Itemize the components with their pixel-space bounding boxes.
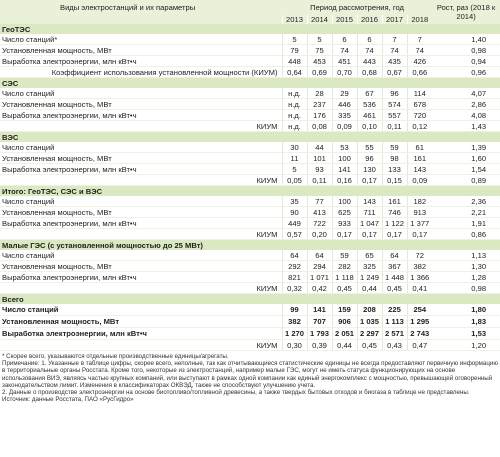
table-notes (0, 351, 500, 403)
note-line: 2. Данные о производстве электроэнергии на основе биотопливо/топливной древесины, а также твердых бытовых отходов и биогаза в таблице не представлены. (2, 389, 470, 397)
value-cell: 1 270 (282, 328, 307, 340)
value-cell: 130 (357, 164, 382, 175)
value-cell: 0,45 (332, 283, 357, 294)
value-cell: 0,68 (357, 67, 382, 78)
value-cell: 143 (407, 164, 432, 175)
growth-cell: 1,28 (432, 272, 500, 283)
value-cell: н.д. (282, 99, 307, 110)
value-cell: 7 (407, 34, 432, 45)
value-cell: 74 (357, 45, 382, 56)
note-line: * Скорее всего, указываются отдельные производственные единицы/агрегаты. (2, 353, 229, 360)
value-cell: 0,45 (357, 340, 382, 351)
row-label: Число станций (0, 142, 282, 153)
row-label: Выработка электроэнергии, млн кВт•ч (0, 218, 282, 229)
value-cell: 0,47 (407, 340, 432, 351)
section-title: ВЭС (0, 132, 500, 143)
row-label: Выработка электроэнергии, млн кВт•ч (0, 164, 282, 175)
value-cell: 0,15 (382, 175, 407, 186)
value-cell: 382 (282, 316, 307, 328)
value-cell: 1 366 (407, 272, 432, 283)
value-cell: 557 (382, 110, 407, 121)
growth-cell: 1,13 (432, 250, 500, 261)
row-label: Установленная мощность, МВт (0, 153, 282, 164)
value-cell: 413 (307, 207, 332, 218)
value-cell: 0,09 (407, 175, 432, 186)
value-cell: 44 (307, 142, 332, 153)
table-row (0, 88, 500, 99)
table-row (0, 207, 500, 218)
section-header-row (0, 294, 500, 305)
value-cell: 0,17 (382, 229, 407, 240)
year-header: 2015 (332, 15, 357, 24)
row-label: Выработка электроэнергии, млн кВт•ч (0, 110, 282, 121)
params-column-header: Виды электростанций и их параметры (0, 0, 282, 24)
value-cell: 0,11 (382, 121, 407, 132)
value-cell: 64 (282, 250, 307, 261)
growth-cell: 0,94 (432, 56, 500, 67)
value-cell: 99 (282, 304, 307, 316)
value-cell: 426 (407, 56, 432, 67)
row-label: Число станций* (0, 34, 282, 45)
value-cell: 0,67 (382, 67, 407, 78)
value-cell: 90 (282, 207, 307, 218)
row-label: Установленная мощность, МВт (0, 261, 282, 272)
value-cell: 335 (332, 110, 357, 121)
row-label: КИУМ (0, 229, 282, 240)
year-header: 2014 (307, 15, 332, 24)
value-cell: 574 (382, 99, 407, 110)
table-row (0, 110, 500, 121)
value-cell: 1 377 (407, 218, 432, 229)
value-cell: 707 (307, 316, 332, 328)
value-cell: 1 113 (382, 316, 407, 328)
value-cell: 143 (357, 196, 382, 207)
value-cell: 933 (332, 218, 357, 229)
period-column-header: Период рассмотрения, год (282, 0, 432, 15)
value-cell: 678 (407, 99, 432, 110)
table-row (0, 340, 500, 351)
value-cell: 0,17 (357, 175, 382, 186)
table-row (0, 34, 500, 45)
table-row (0, 218, 500, 229)
growth-cell: 1,91 (432, 218, 500, 229)
table-row (0, 45, 500, 56)
section-header-row (0, 240, 500, 251)
row-label: Число станций (0, 88, 282, 99)
growth-cell: 1,20 (432, 340, 500, 351)
value-cell: 74 (382, 45, 407, 56)
row-label: Установленная мощность, МВт (0, 207, 282, 218)
row-label: Выработка электроэнергии, млн кВт•ч (0, 56, 282, 67)
value-cell: 0,30 (282, 340, 307, 351)
section-title: Малые ГЭС (с установленной мощностью до 25 МВт) (0, 240, 500, 251)
value-cell: 906 (332, 316, 357, 328)
value-cell: 35 (282, 196, 307, 207)
growth-cell: 0,98 (432, 45, 500, 56)
value-cell: 7 (382, 34, 407, 45)
table-header (0, 0, 500, 24)
value-cell: 59 (382, 142, 407, 153)
growth-cell: 1,39 (432, 142, 500, 153)
value-cell: 448 (282, 56, 307, 67)
section-title: Итого: ГеоТЭС, СЭС и ВЭС (0, 186, 500, 197)
table-row (0, 229, 500, 240)
growth-cell: 0,86 (432, 229, 500, 240)
row-label: КИУМ (0, 175, 282, 186)
value-cell: 0,66 (407, 67, 432, 78)
value-cell: 435 (382, 56, 407, 67)
value-cell: 453 (307, 56, 332, 67)
row-label: Выработка электроэнергии, млн кВт•ч (0, 328, 282, 340)
value-cell: 75 (307, 45, 332, 56)
note-line: Источник: данные Росстата, ПАО «РусГидро» (2, 396, 134, 404)
value-cell: 93 (307, 164, 332, 175)
value-cell: 114 (407, 88, 432, 99)
value-cell: 141 (332, 164, 357, 175)
table-row (0, 142, 500, 153)
value-cell: 292 (282, 261, 307, 272)
year-header: 2013 (282, 15, 307, 24)
value-cell: 0,43 (382, 340, 407, 351)
section-title: СЭС (0, 78, 500, 89)
value-cell: 625 (332, 207, 357, 218)
section-header-row (0, 132, 500, 143)
value-cell: 53 (332, 142, 357, 153)
growth-cell: 1,30 (432, 261, 500, 272)
value-cell: 182 (407, 196, 432, 207)
value-cell: 77 (307, 196, 332, 207)
value-cell: 0,42 (307, 283, 332, 294)
growth-cell: 2,36 (432, 196, 500, 207)
value-cell: 98 (382, 153, 407, 164)
value-cell: 325 (357, 261, 382, 272)
value-cell: 443 (357, 56, 382, 67)
value-cell: 0,05 (282, 175, 307, 186)
value-cell: 101 (307, 153, 332, 164)
row-label: Число станций (0, 250, 282, 261)
value-cell: 2 571 (382, 328, 407, 340)
value-cell: 64 (307, 250, 332, 261)
value-cell: 100 (332, 196, 357, 207)
value-cell: 0,64 (282, 67, 307, 78)
row-label: КИУМ (0, 340, 282, 351)
value-cell: 141 (307, 304, 332, 316)
growth-cell: 2,21 (432, 207, 500, 218)
value-cell: 746 (382, 207, 407, 218)
value-cell: 461 (357, 110, 382, 121)
table-row (0, 99, 500, 110)
value-cell: н.д. (282, 121, 307, 132)
value-cell: 282 (332, 261, 357, 272)
value-cell: 2 297 (357, 328, 382, 340)
value-cell: 0,11 (307, 175, 332, 186)
value-cell: 720 (407, 110, 432, 121)
value-cell: 133 (382, 164, 407, 175)
value-cell: 161 (407, 153, 432, 164)
note-line: Примечание: 1. Указанные в таблице цифры, скорее всего, неполные, так как отчитывающиеся статистические единицы не всегда предоставляют первичную информацию в территориальные органы Росстата. Кроме того, некоторые из электростанций, например малые ГЭС, могут не иметь статуса функционирующих на основе использования ВИЭ, являясь частью крупных компаний, или выступают в рамках одной компании как единый энергокомплекс с мощностью, превышающей оговоренный законодательством лимит. Изменения в классификаторах ОКВЭД, также не способствуют улучшению учета. (2, 360, 498, 389)
value-cell: 100 (332, 153, 357, 164)
value-cell: 0,10 (357, 121, 382, 132)
value-cell: 5 (307, 34, 332, 45)
value-cell: 0,44 (332, 340, 357, 351)
value-cell: 225 (382, 304, 407, 316)
value-cell: 237 (307, 99, 332, 110)
table-row (0, 56, 500, 67)
row-label: Число станций (0, 304, 282, 316)
value-cell: 6 (332, 34, 357, 45)
value-cell: 96 (382, 88, 407, 99)
row-label: Установленная мощность, МВт (0, 99, 282, 110)
value-cell: 1 118 (332, 272, 357, 283)
value-cell: 79 (282, 45, 307, 56)
growth-column-header: Рост, раз (2018 к 2014) (432, 0, 500, 24)
value-cell: 449 (282, 218, 307, 229)
value-cell: 0,09 (332, 121, 357, 132)
value-cell: 382 (407, 261, 432, 272)
section-header-row (0, 186, 500, 197)
table-row (0, 175, 500, 186)
value-cell: 0,44 (357, 283, 382, 294)
value-cell: 0,32 (282, 283, 307, 294)
growth-cell: 1,54 (432, 164, 500, 175)
growth-cell: 0,98 (432, 283, 500, 294)
year-header: 2016 (357, 15, 382, 24)
value-cell: 61 (407, 142, 432, 153)
value-cell: 5 (282, 164, 307, 175)
table-row (0, 328, 500, 340)
section-header-row (0, 24, 500, 34)
table-row (0, 316, 500, 328)
value-cell: 1 047 (357, 218, 382, 229)
value-cell: 2 743 (407, 328, 432, 340)
value-cell: 913 (407, 207, 432, 218)
value-cell: 5 (282, 34, 307, 45)
value-cell: 2 051 (332, 328, 357, 340)
value-cell: 0,70 (332, 67, 357, 78)
value-cell: 11 (282, 153, 307, 164)
row-label: Число станций (0, 196, 282, 207)
year-header: 2017 (382, 15, 407, 24)
row-label: Выработка электроэнергии, млн кВт•ч (0, 272, 282, 283)
row-label: КИУМ (0, 283, 282, 294)
value-cell: 0,17 (357, 229, 382, 240)
value-cell: 722 (307, 218, 332, 229)
value-cell: 1 071 (307, 272, 332, 283)
value-cell: 0,39 (307, 340, 332, 351)
value-cell: 1 122 (382, 218, 407, 229)
growth-cell: 4,08 (432, 110, 500, 121)
growth-cell: 1,53 (432, 328, 500, 340)
value-cell: 176 (307, 110, 332, 121)
value-cell: 294 (307, 261, 332, 272)
value-cell: 74 (407, 45, 432, 56)
row-label: Коэффициент использования установленной мощности (КИУМ) (0, 67, 282, 78)
table-row (0, 164, 500, 175)
value-cell: 0,17 (332, 229, 357, 240)
row-label: КИУМ (0, 121, 282, 132)
value-cell: 0,45 (382, 283, 407, 294)
table-row (0, 272, 500, 283)
row-label: Установленная мощность, МВт (0, 316, 282, 328)
section-title: Всего (0, 294, 500, 305)
table-row (0, 196, 500, 207)
value-cell: 536 (357, 99, 382, 110)
year-header: 2018 (407, 15, 432, 24)
growth-cell: 1,40 (432, 34, 500, 45)
table-row (0, 67, 500, 78)
value-cell: 67 (357, 88, 382, 99)
value-cell: 55 (357, 142, 382, 153)
value-cell: 208 (357, 304, 382, 316)
value-cell: 451 (332, 56, 357, 67)
value-cell: 1 793 (307, 328, 332, 340)
value-cell: 711 (357, 207, 382, 218)
value-cell: 65 (357, 250, 382, 261)
growth-cell: 0,89 (432, 175, 500, 186)
value-cell: 64 (382, 250, 407, 261)
table-row (0, 283, 500, 294)
value-cell: 0,08 (307, 121, 332, 132)
section-header-row (0, 78, 500, 89)
table-row (0, 304, 500, 316)
value-cell: 0,17 (407, 229, 432, 240)
value-cell: 367 (382, 261, 407, 272)
row-label: Установленная мощность, МВт (0, 45, 282, 56)
growth-cell: 1,80 (432, 304, 500, 316)
value-cell: н.д. (282, 88, 307, 99)
growth-cell: 2,86 (432, 99, 500, 110)
growth-cell: 1,60 (432, 153, 500, 164)
value-cell: 72 (407, 250, 432, 261)
value-cell: 30 (282, 142, 307, 153)
value-cell: 446 (332, 99, 357, 110)
value-cell: 6 (357, 34, 382, 45)
value-cell: 74 (332, 45, 357, 56)
value-cell: 1 295 (407, 316, 432, 328)
growth-cell: 4,07 (432, 88, 500, 99)
growth-cell: 1,83 (432, 316, 500, 328)
growth-cell: 1,43 (432, 121, 500, 132)
section-title: ГеоТЭС (0, 24, 500, 34)
value-cell: 96 (357, 153, 382, 164)
value-cell: 161 (382, 196, 407, 207)
value-cell: 821 (282, 272, 307, 283)
value-cell: 0,41 (407, 283, 432, 294)
value-cell: 254 (407, 304, 432, 316)
table-row (0, 250, 500, 261)
value-cell: 1 249 (357, 272, 382, 283)
table-row (0, 153, 500, 164)
value-cell: 0,69 (307, 67, 332, 78)
value-cell: 0,16 (332, 175, 357, 186)
value-cell: 0,20 (307, 229, 332, 240)
value-cell: 0,57 (282, 229, 307, 240)
growth-cell: 0,96 (432, 67, 500, 78)
value-cell: 159 (332, 304, 357, 316)
table-row (0, 121, 500, 132)
table-row (0, 261, 500, 272)
value-cell: 1 035 (357, 316, 382, 328)
value-cell: н.д. (282, 110, 307, 121)
value-cell: 29 (332, 88, 357, 99)
value-cell: 1 448 (382, 272, 407, 283)
value-cell: 0,12 (407, 121, 432, 132)
value-cell: 28 (307, 88, 332, 99)
value-cell: 59 (332, 250, 357, 261)
